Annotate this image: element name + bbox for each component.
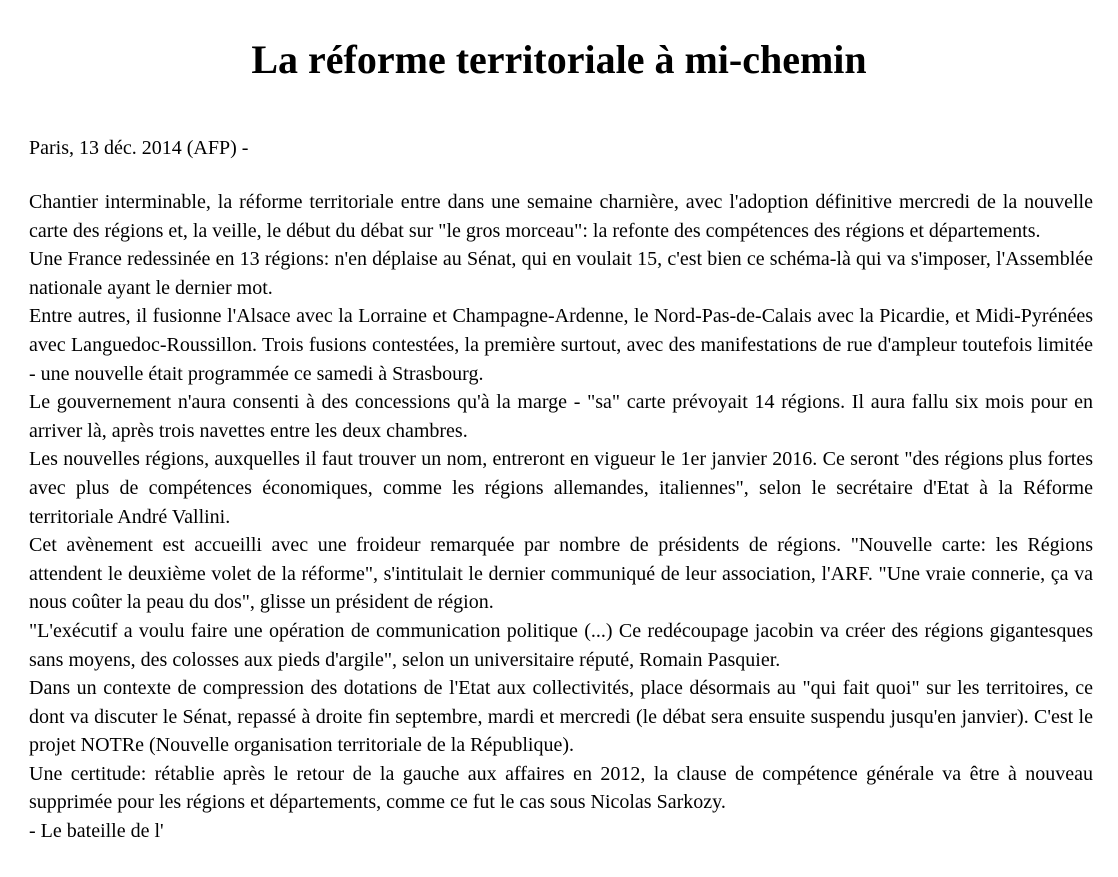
paragraph: Une France redessinée en 13 régions: n'en déplaise au Sénat, qui en voulait 15, c'est bien ce schéma-là qui va s'imposer, l'Assemblée nationale ayant le dernier mot. bbox=[29, 248, 1093, 299]
paragraph: "L'exécutif a voulu faire une opération de communication politique (...) Ce redécoupage jacobin va créer des régions gigantesques sans moyens, des colosses aux pieds d'argile", selon un universitaire réputé, Romain Pasquier. bbox=[29, 619, 1093, 671]
paragraph: Une certitude: rétablie après le retour de la gauche aux affaires en 2012, la clause de compétence générale va être à nouveau supprimée pour les régions et départements, comme ce fut le cas sous Nicolas Sarkozy. bbox=[29, 762, 1093, 814]
paragraph: Les nouvelles régions, auxquelles il faut trouver un nom, entreront en vigueur le 1er janvier 2016. Ce seront "des régions plus fortes avec plus de compétences économiques, comme les régions allemandes, italiennes", selon le secrétaire d'Etat à la Réforme territoriale André Vallini. bbox=[29, 448, 1093, 528]
paragraph: Dans un contexte de compression des dotations de l'Etat aux collectivités, place désormais au "qui fait quoi" sur les territoires, ce dont va discuter le Sénat, repassé à droite fin septembre, mardi et mercredi (le débat sera ensuite suspendu jusqu'en janvier). C'est le projet NOTRe (Nouvelle organisation territoriale de la République). bbox=[29, 677, 1093, 757]
paragraph: - Le bateille de l' bbox=[29, 820, 164, 843]
paragraph: Le gouvernement n'aura consenti à des concessions qu'à la marge - "sa" carte prévoyait 14 régions. Il aura fallu six mois pour en arriver là, après trois navettes entre les deux chambres. bbox=[29, 391, 1093, 442]
paragraph: Chantier interminable, la réforme territoriale entre dans une semaine charnière, avec l'adoption définitive mercredi de la nouvelle carte des régions et, la veille, le début du débat sur "le gros morceau": la refonte des compétences des régions et départements. bbox=[29, 191, 1093, 242]
article-title: La réforme territoriale à mi-chemin bbox=[251, 37, 867, 82]
paragraph: Entre autres, il fusionne l'Alsace avec la Lorraine et Champagne-Ardenne, le Nord-Pas-de-Calais avec la Picardie, et Midi-Pyrénées avec Languedoc-Roussillon. Trois fusions contestées, la première surtout, avec des manifestations de rue d'ampleur toutefois limitée - une nouvelle était programmée ce samedi à Strasbourg. bbox=[29, 305, 1093, 385]
dateline: Paris, 13 déc. 2014 (AFP) - bbox=[29, 137, 249, 159]
paragraph: Cet avènement est accueilli avec une froideur remarquée par nombre de présidents de régions. "Nouvelle carte: les Régions attendent le deuxième volet de la réforme", s'intitulait le dernier communiqué de leur association, l'ARF. "Une vraie connerie, ça va nous coûter la peau du dos", glisse un président de région. bbox=[29, 534, 1093, 614]
article-body bbox=[29, 188, 1093, 846]
